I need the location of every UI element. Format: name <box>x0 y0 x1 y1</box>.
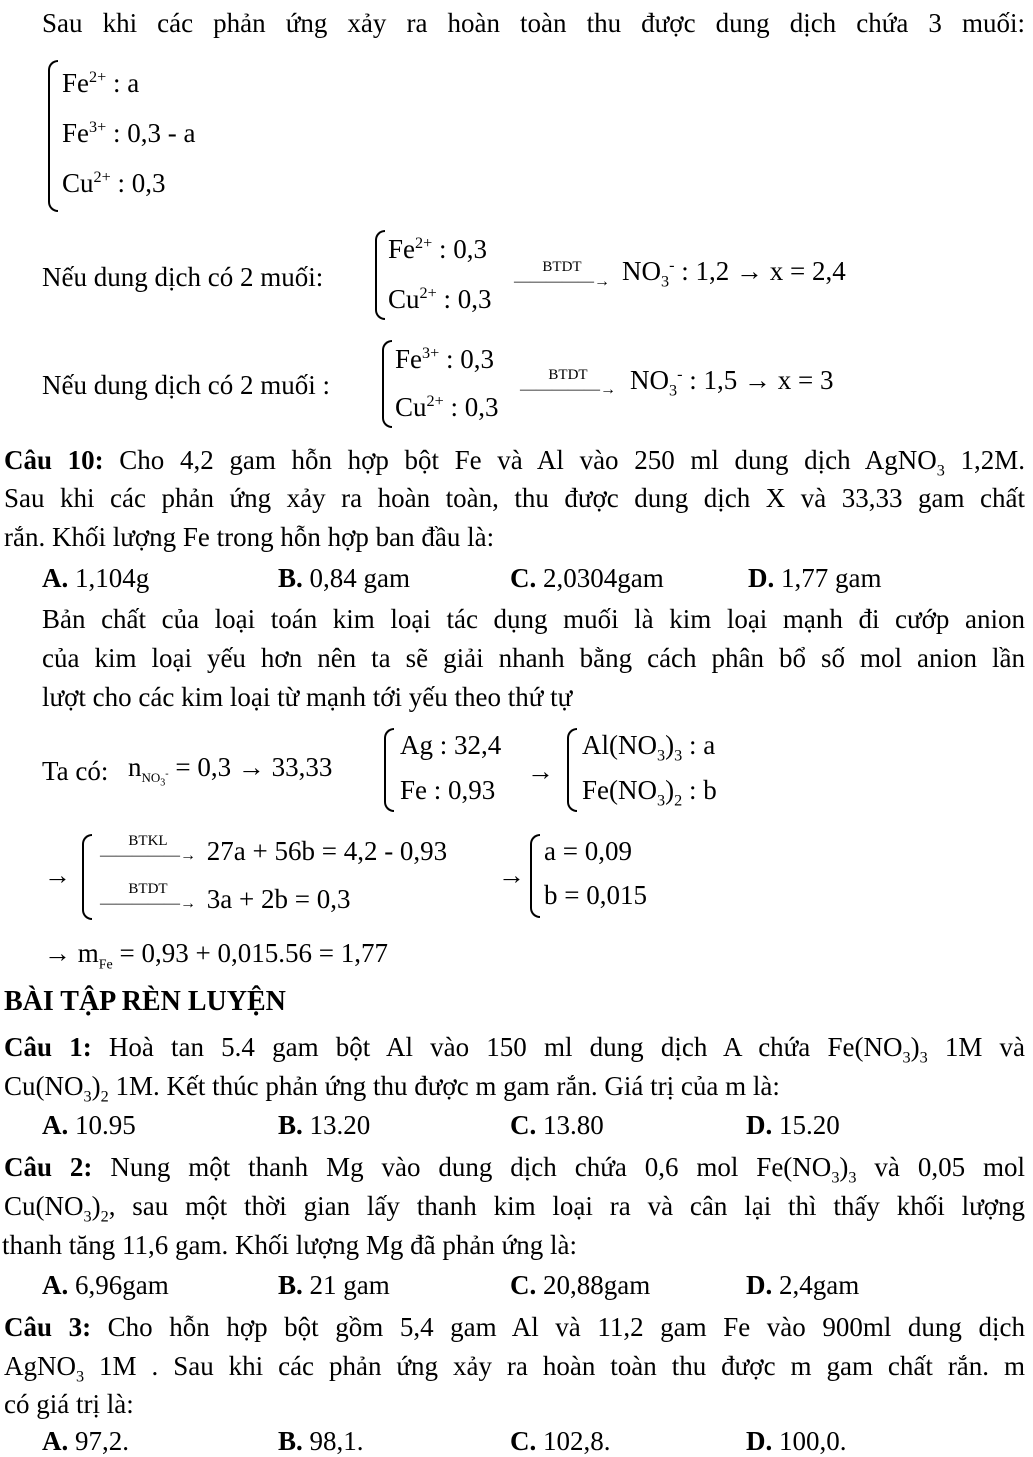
q1-option-c[interactable]: C. 13.80 <box>510 1110 604 1140</box>
n-no3: $n_{NO_3^-} = 0,3 \to 33,33$ <box>128 752 333 789</box>
q10-line3: rắn. Khối lượng Fe trong hỗn hợp ban đầu là: <box>4 522 495 552</box>
case2-row1: $Fe^{3+}$ : 0,3 <box>395 344 494 374</box>
case2-row2: $Cu^{2+}$ : 0,3 <box>395 392 499 422</box>
brace <box>382 340 392 428</box>
row-arrow: → <box>44 860 71 890</box>
q2-line3: thanh tăng 11,6 gam. Khối lượng Mg đã phản ứng là: <box>2 1230 577 1260</box>
b-value: b = 0,015 <box>544 880 647 910</box>
q10-expl2: của kim loại yếu hơn nên ta sẽ giải nhanh bằng cách phân bổ số mol anion lần <box>42 643 1025 673</box>
q2-option-d[interactable]: D. 2,4gam <box>746 1270 860 1300</box>
q10-line2: Sau khi các phản ứng xảy ra hoàn toàn, thu được dung dịch X và 33,33 gam chất <box>4 483 1025 513</box>
eq1-row: BTKL —————→ 27a + 56b = 4,2 - 0,93 <box>100 833 448 866</box>
brace <box>82 834 92 920</box>
q10-expl1: Bản chất của loại toán kim loại tác dụng muối là kim loại mạnh đi cướp anion <box>42 604 1025 634</box>
brace <box>375 230 385 320</box>
brace <box>530 834 540 918</box>
case2-arrow: BTDT —————→ <box>520 367 616 398</box>
brace <box>567 728 577 812</box>
section-title: BÀI TẬP RÈN LUYỆN <box>4 986 286 1017</box>
a-value: a = 0,09 <box>544 836 632 866</box>
q10-option-b[interactable]: B. 0,84 gam <box>278 563 411 593</box>
q2-line1: Câu 2: Nung một thanh Mg vào dung dịch chứa 0,6 mol $Fe(NO_3)_3$ và 0,05 mol <box>4 1152 1025 1187</box>
q10-line1: Câu 10: Cho 4,2 gam hỗn hợp bột Fe và Al vào 250 ml dung dịch AgNO$_3$ 1,2M. <box>4 445 1025 480</box>
m-fe-line: → $m_{Fe} = 0,93 + 0,015.56 = 1,77$ <box>44 938 388 973</box>
fe-row: Fe : 0,93 <box>400 775 496 805</box>
q1-option-a[interactable]: A. 10.95 <box>42 1110 136 1140</box>
case2-result: $NO_3^-$ : 1,5 → x = 3 <box>630 365 834 400</box>
taco-label: Ta có: <box>42 756 109 786</box>
case1-row2: $Cu^{2+}$ : 0,3 <box>388 284 492 314</box>
case1-label: Nếu dung dịch có 2 muối: <box>42 262 324 292</box>
q10-option-d[interactable]: D. 1,77 gam <box>748 563 882 593</box>
al-no3-row: $Al(NO_3)_3$ : a <box>582 730 716 765</box>
q1-line2: $Cu(NO_3)_2$ 1M. Kết thúc phản ứng thu được m gam rắn. Giá trị của m là: <box>4 1071 780 1106</box>
q10-option-c[interactable]: C. 2,0304gam <box>510 563 664 593</box>
q2-option-b[interactable]: B. 21 gam <box>278 1270 390 1300</box>
eq2-row: BTDT —————→ 3a + 2b = 0,3 <box>100 881 351 914</box>
case1-arrow: BTDT —————→ <box>514 259 610 290</box>
sys1-row3: $Cu^{2+}$ : 0,3 <box>62 168 166 198</box>
q3-line2: AgNO$_3$ 1M . Sau khi các phản ứng xảy ra hoàn toàn thu được m gam chất rắn. m <box>4 1351 1025 1386</box>
q3-line1: Câu 3: Cho hỗn hợp bột gồm 5,4 gam Al và 11,2 gam Fe vào 900ml dung dịch <box>4 1312 1025 1342</box>
sys1-row1: $Fe^{2+}$ : a <box>62 68 140 98</box>
q3-option-b[interactable]: B. 98,1. <box>278 1426 364 1456</box>
q2-line2: $Cu(NO_3)_2$, sau một thời gian lấy thanh kim loại ra và cân lại thì thấy khối lượng <box>4 1191 1025 1226</box>
intro-line: Sau khi các phản ứng xảy ra hoàn toàn thu được dung dịch chứa 3 muối: <box>42 8 1025 38</box>
fe-no3-row: $Fe(NO_3)_2$ : b <box>582 775 717 810</box>
arrow: → <box>527 756 554 786</box>
ag-row: Ag : 32,4 <box>400 730 502 760</box>
q3-option-d[interactable]: D. 100,0. <box>746 1426 847 1456</box>
sys1-row2: $Fe^{3+}$ : 0,3 - a <box>62 118 196 148</box>
q2-option-c[interactable]: C. 20,88gam <box>510 1270 651 1300</box>
q3-option-a[interactable]: A. 97,2. <box>42 1426 129 1456</box>
brace <box>384 728 394 812</box>
case1-result: $NO_3^-$ : 1,2 → x = 2,4 <box>622 256 846 291</box>
arrow: → <box>498 860 525 890</box>
q3-line3: có giá trị là: <box>4 1389 134 1419</box>
brace <box>48 60 58 212</box>
q10-option-a[interactable]: A. 1,104g <box>42 563 150 593</box>
q3-option-c[interactable]: C. 102,8. <box>510 1426 611 1456</box>
case2-label: Nếu dung dịch có 2 muối : <box>42 370 330 400</box>
q1-option-b[interactable]: B. 13.20 <box>278 1110 371 1140</box>
q1-option-d[interactable]: D. 15.20 <box>746 1110 840 1140</box>
case1-row1: $Fe^{2+}$ : 0,3 <box>388 234 487 264</box>
q2-option-a[interactable]: A. 6,96gam <box>42 1270 169 1300</box>
q1-line1: Câu 1: Hoà tan 5.4 gam bột Al vào 150 ml dung dịch A chứa $Fe(NO_3)_3$ 1M và <box>4 1032 1026 1067</box>
q10-expl3: lượt cho các kim loại từ mạnh tới yếu theo thứ tự <box>42 682 573 712</box>
